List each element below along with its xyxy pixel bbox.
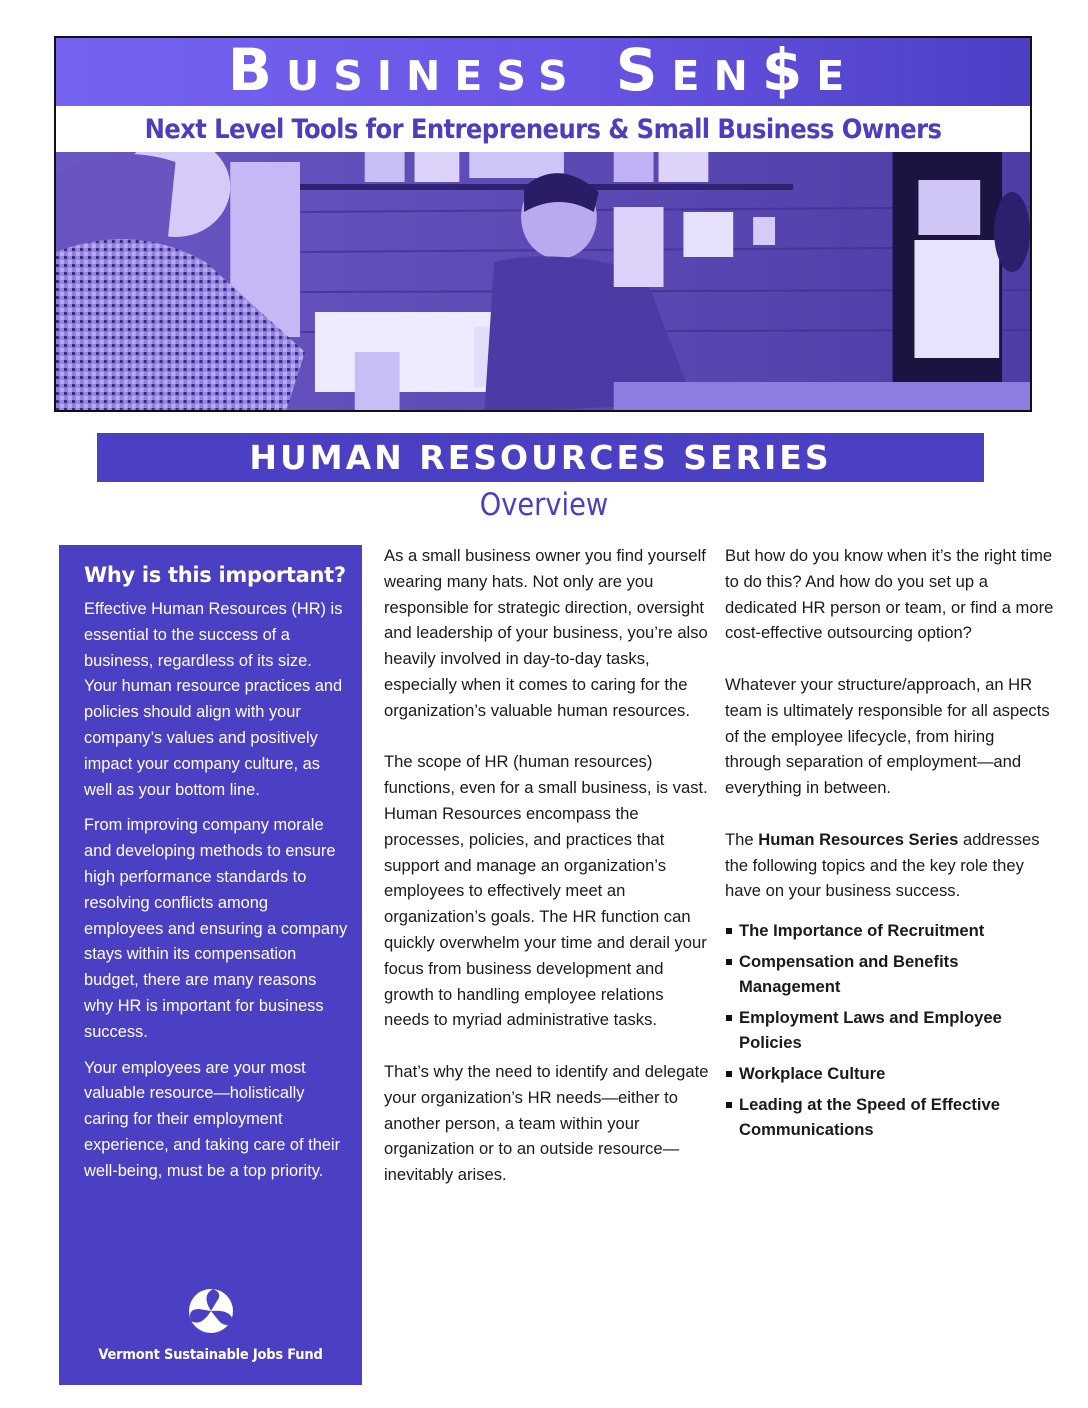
series-banner [97, 433, 984, 482]
body-column-right [725, 543, 1055, 1148]
series-intro-suffix: addresses the following topics and the key role they have on your business success. [725, 829, 1040, 901]
reusable-bag-sign [918, 180, 980, 235]
series-intro-bold: Human Resources Series [758, 829, 959, 849]
body-paragraph: The scope of HR (human resources) functions, even for a small business, is vast. Human Resources encompass the processes, policies, and practices that support and manage an organization’s employees to effectively meet an organization’s goals. The HR function can quickly overwhelm your time and derail your focus from business development and growth to handling employee relations needs to myriad administrative tasks. [384, 752, 708, 1030]
store-counter-photo [56, 152, 1030, 412]
topic-item: Workplace Culture [725, 1061, 1055, 1086]
sidebar-heading: Why is this important? [84, 563, 346, 587]
series-intro-prefix: The [725, 829, 759, 849]
series-intro [725, 827, 1055, 904]
body-paragraph: That’s why the need to identify and delegate your organization’s HR needs—either to another person, a team within your organization or to an outside resource—inevitably arises. [384, 1061, 709, 1185]
topic-item: Leading at the Speed of Effective Communications [725, 1092, 1055, 1142]
series-subtitle: Overview [479, 487, 609, 523]
body-paragraph: As a small business owner you find yourself wearing many hats. Not only are you responsible for strategic direction, oversight and leadership of your business, you’re also heavily involved in day-to-day tasks, especially when it comes to caring for the organization’s valuable human resources. [384, 546, 708, 720]
body-column-middle [384, 543, 709, 1214]
vsjf-pinwheel-icon [187, 1287, 235, 1335]
vsjf-logo-text: Vermont Sustainable Jobs Fund [98, 1347, 323, 1363]
topic-list [725, 918, 1055, 1142]
header-banner [54, 36, 1032, 412]
topic-item: The Importance of Recruitment [725, 918, 1055, 943]
sidebar-paragraph: From improving company morale and developing methods to ensure high performance standards to resolving conflicts among employees and ensuring a company stays within its compensation budget, there are many reasons why HR is important for business success. [84, 816, 348, 1041]
series-title: HUMAN RESOURCES SERIES [249, 438, 832, 477]
body-paragraph: But how do you know when it’s the right time to do this? And how do you set up a dedicated HR person or team, or find a more cost-effective outsourcing option? [725, 546, 1054, 643]
header-photo [56, 152, 1030, 412]
topic-item: Employment Laws and Employee Policies [725, 1005, 1055, 1055]
sidebar-paragraph: Your employees are your most valuable resource—holistically caring for their employment experience, and taking care of their well-being, must be a top priority. [84, 1058, 341, 1180]
tagline: Next Level Tools for Entrepreneurs & Small Business Owners [144, 113, 942, 145]
masthead [56, 38, 1030, 106]
sidebar-paragraph: Effective Human Resources (HR) is essential to the success of a business, regardless of its size. Your human resource practices and policies should align with your company’s values and positively impact your company culture, as well as your bottom line. [84, 600, 343, 799]
sidebar-callout [59, 545, 362, 1385]
topic-item: Compensation and Benefits Management [725, 949, 1055, 999]
body-paragraph: Whatever your structure/approach, an HR team is ultimately responsible for all aspects of the employee lifecycle, from hiring through separation of employment—and everything in between. [725, 674, 1050, 798]
masthead-title: Business Sen$e [227, 36, 859, 104]
vsjf-logo [59, 1287, 362, 1363]
